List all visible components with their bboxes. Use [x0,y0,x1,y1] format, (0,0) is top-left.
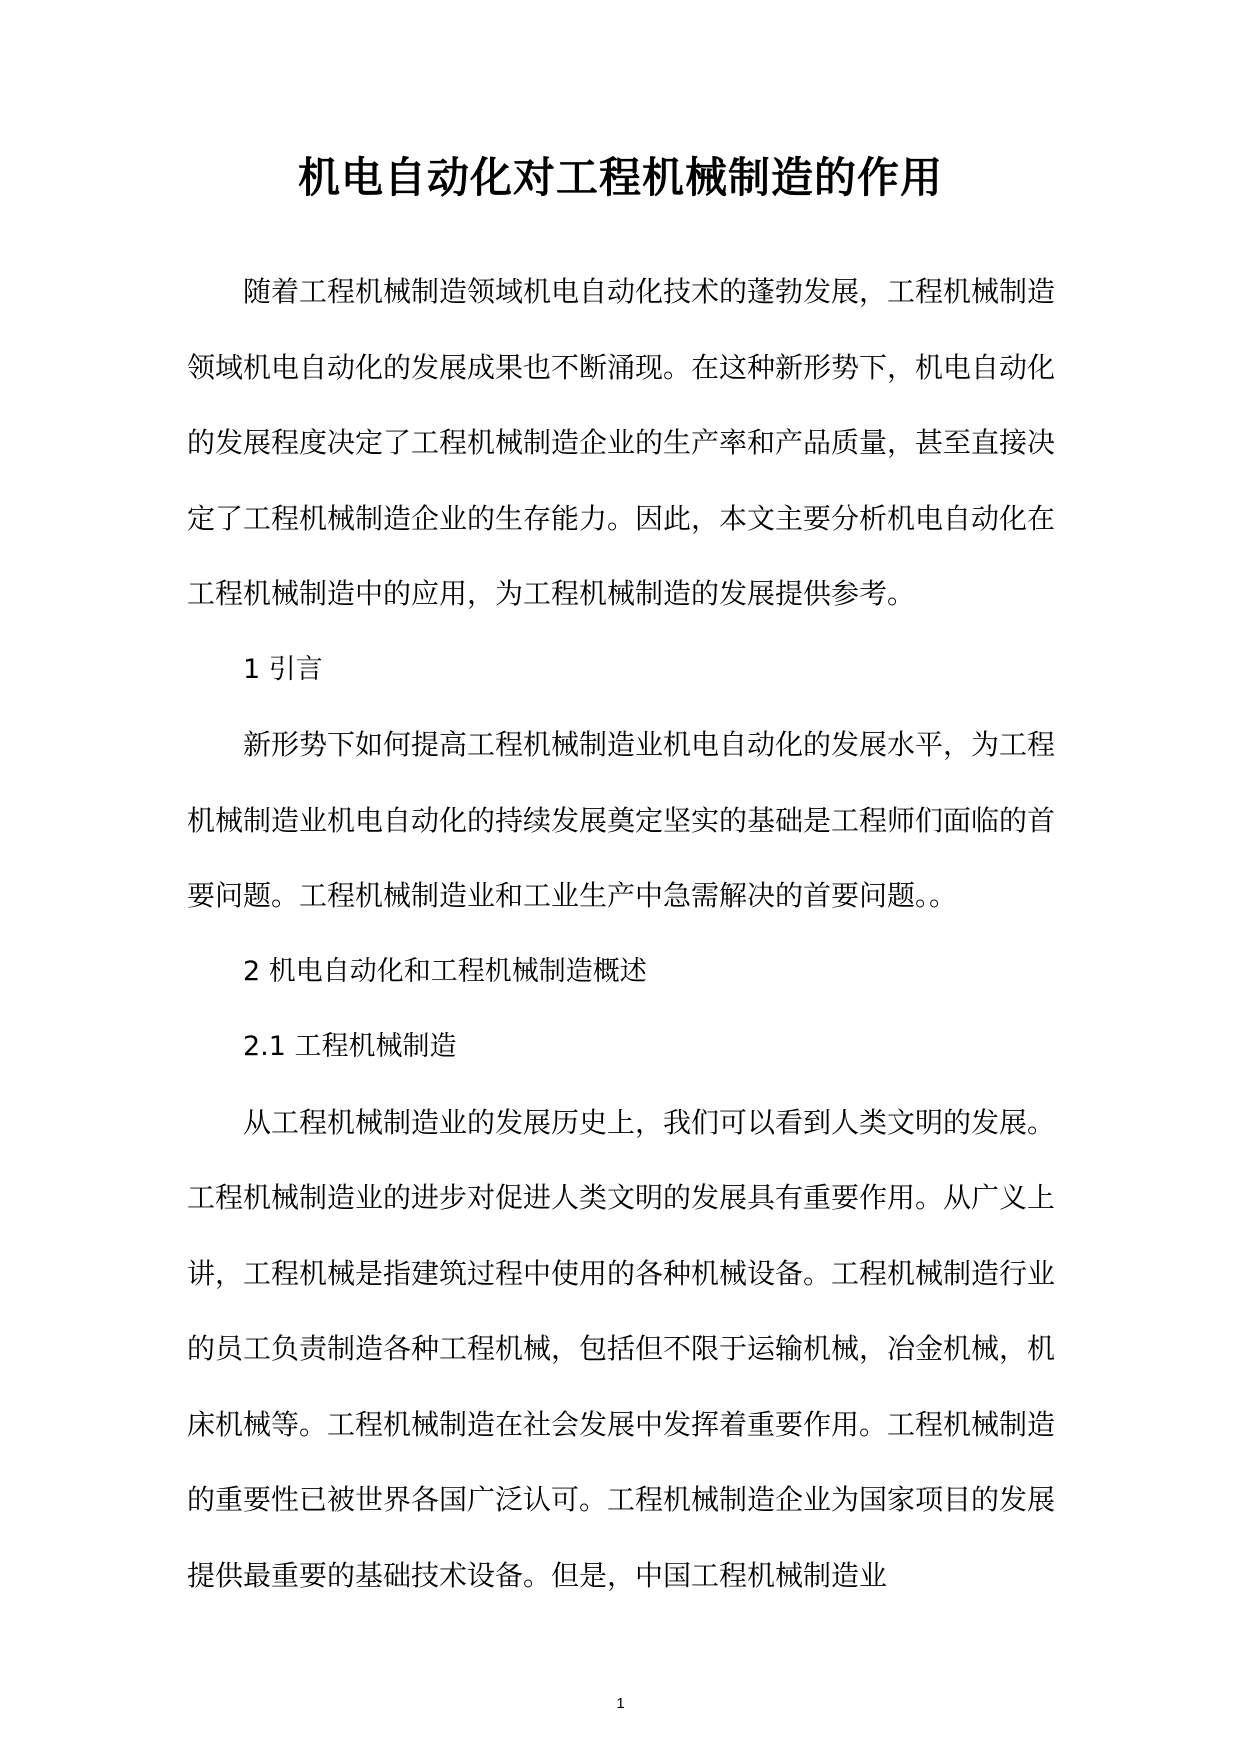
paragraph-section-1: 新形势下如何提高工程机械制造业机电自动化的发展水平，为工程机械制造业机电自动化的持续发展奠定坚实的基础是工程师们面临的首要问题。工程机械制造业和工业生产中急需解决的首要问题。。 [187,728,1056,912]
document-title: 机电自动化对工程机械制造的作用 [297,153,943,202]
paragraph-section-2-1: 从工程机械制造业的发展历史上，我们可以看到人类文明的发展。工程机械制造业的进步对促进人类文明的发展具有重要作用。从广义上讲，工程机械是指建筑过程中使用的各种机械设备。工程机械制造行业的员工负责制造各种工程机械，包括但不限于运输机械，冶金机械，机床机械等。工程机械制造在社会发展中发挥着重要作用。工程机械制造的重要性已被世界各国广泛认可。工程机械制造企业为国家项目的发展提供最重要的基础技术设备。但是，中国工程机械制造业 [187,1105,1056,1592]
section-heading-1: 1 引言 [243,653,323,685]
section-heading-2: 2 机电自动化和工程机械制造概述 [243,955,647,987]
paragraph-intro: 随着工程机械制造领域机电自动化技术的蓬勃发展，工程机械制造领域机电自动化的发展成果也不断涌现。在这种新形势下，机电自动化的发展程度决定了工程机械制造企业的生产率和产品质量，甚至直接决定了工程机械制造企业的生存能力。因此，本文主要分析机电自动化在工程机械制造中的应用，为工程机械制造的发展提供参考。 [187,275,1056,610]
page-number: 1 [616,1695,625,1712]
document-body [187,254,1055,1613]
subsection-heading-2-1: 2.1 工程机械制造 [243,1031,457,1062]
